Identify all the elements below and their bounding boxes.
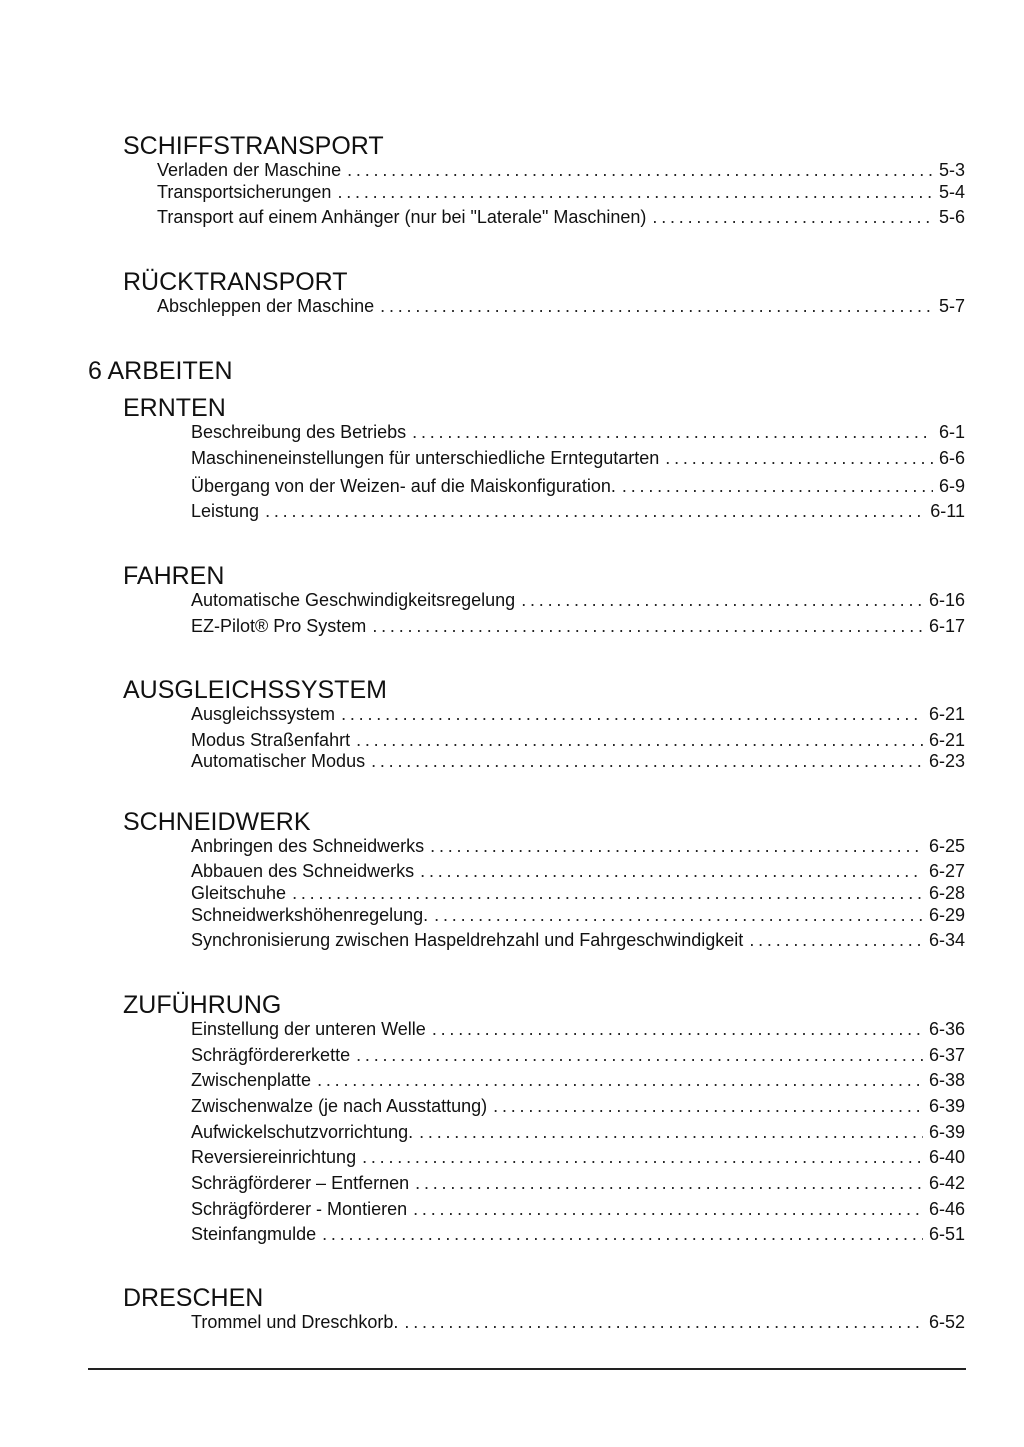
toc-entry[interactable]: [191, 615, 965, 637]
toc-entry-page: 6-36: [928, 1019, 965, 1039]
toc-entry-label: Automatische Geschwindigkeitsregelung: [191, 590, 516, 610]
toc-entry-page: 6-23: [928, 751, 965, 771]
toc-entry[interactable]: [191, 703, 965, 725]
toc-entry-label: Anbringen des Schneidwerks: [191, 836, 425, 856]
toc-entry-label: Trommel und Dreschkorb.: [191, 1312, 399, 1332]
toc-entry-label: Gleitschuhe: [191, 883, 287, 903]
dot-leader: [292, 882, 923, 904]
dot-leader: [404, 1311, 923, 1333]
dot-leader: [521, 589, 923, 611]
toc-entry-page: 6-29: [928, 905, 965, 925]
toc-entry-page: 6-11: [930, 501, 965, 521]
dot-leader: [341, 703, 923, 725]
toc-entry-page: 6-46: [928, 1199, 965, 1219]
toc-entry[interactable]: [191, 1172, 965, 1194]
section-title-dreschen: DRESCHEN: [123, 1284, 264, 1312]
toc-entry-page: 5-4: [938, 182, 965, 202]
toc-entry[interactable]: [191, 447, 965, 469]
toc-entry-page: 6-34: [928, 930, 965, 950]
toc-entry-page: 6-39: [928, 1096, 965, 1116]
dot-leader: [372, 615, 923, 637]
toc-entry[interactable]: [191, 589, 965, 611]
toc-entry[interactable]: [191, 1223, 965, 1245]
toc-entry-label: Abschleppen der Maschine: [157, 296, 375, 316]
toc-entry[interactable]: [157, 159, 965, 181]
toc-entry-page: 5-7: [938, 296, 965, 316]
toc-entry-page: 6-51: [928, 1224, 965, 1244]
toc-entry-page: 5-3: [938, 160, 965, 180]
toc-entry-page: 6-16: [928, 590, 965, 610]
toc-entry[interactable]: [191, 835, 965, 857]
toc-entry[interactable]: [191, 1121, 965, 1143]
toc-entry-label: Abbauen des Schneidwerks: [191, 861, 415, 881]
dot-leader: [415, 1172, 923, 1194]
toc-entry-label: Ausgleichssystem: [191, 704, 336, 724]
toc-entry[interactable]: [191, 904, 965, 926]
toc-entry[interactable]: [191, 1311, 965, 1333]
toc-entry-label: Zwischenplatte: [191, 1070, 312, 1090]
toc-entry-page: 6-38: [928, 1070, 965, 1090]
section-title-schiffstransport: SCHIFFSTRANSPORT: [123, 132, 384, 160]
toc-entry-label: Transportsicherungen: [157, 182, 332, 202]
toc-entry-page: 6-9: [938, 476, 965, 496]
toc-entry[interactable]: [191, 1146, 965, 1168]
toc-entry[interactable]: [191, 1069, 965, 1091]
toc-entry-label: Automatischer Modus: [191, 751, 366, 771]
toc-entry[interactable]: [191, 500, 965, 522]
toc-entry-label: Einstellung der unteren Welle: [191, 1019, 426, 1039]
toc-entry-page: 6-37: [928, 1045, 965, 1065]
dot-leader: [434, 904, 923, 926]
toc-entry-page: 6-40: [928, 1147, 965, 1167]
toc-entry-page: 6-42: [928, 1173, 965, 1193]
toc-entry-label: Übergang von der Weizen- auf die Maiskonfiguration.: [191, 476, 616, 496]
dot-leader: [356, 1044, 923, 1066]
toc-entry-page: 6-28: [928, 883, 965, 903]
dot-leader: [430, 835, 923, 857]
toc-entry-label: Zwischenwalze (je nach Ausstattung): [191, 1096, 488, 1116]
toc-entry[interactable]: [191, 475, 965, 497]
toc-entry-page: 5-6: [938, 207, 965, 227]
footer-divider: [88, 1368, 966, 1370]
toc-entry-label: Schneidwerkshöhenregelung.: [191, 905, 429, 925]
dot-leader: [493, 1095, 923, 1117]
toc-entry[interactable]: [191, 929, 965, 951]
toc-entry-label: Synchronisierung zwischen Haspeldrehzahl und Fahrgeschwindigkeit: [191, 930, 744, 950]
toc-entry-page: 6-6: [938, 448, 965, 468]
toc-entry[interactable]: [191, 860, 965, 882]
section-title-fahren: FAHREN: [123, 562, 225, 590]
toc-entry-label: Steinfangmulde: [191, 1224, 317, 1244]
toc-entry[interactable]: [191, 882, 965, 904]
dot-leader: [265, 500, 924, 522]
chapter-title: 6 ARBEITEN: [88, 357, 233, 385]
dot-leader: [371, 750, 923, 772]
dot-leader: [347, 159, 933, 181]
dot-leader: [749, 929, 923, 951]
toc-entry-page: 6-25: [928, 836, 965, 856]
toc-entry-page: 6-21: [928, 704, 965, 724]
toc-entry-label: Transport auf einem Anhänger (nur bei "Laterale" Maschinen): [157, 207, 647, 227]
section-title-schneidwerk: SCHNEIDWERK: [123, 808, 311, 836]
toc-entry-page: 6-39: [928, 1122, 965, 1142]
toc-entry[interactable]: [157, 206, 965, 228]
dot-leader: [317, 1069, 923, 1091]
toc-entry[interactable]: [191, 729, 965, 751]
section-title-ausgleichssystem: AUSGLEICHSSYSTEM: [123, 676, 387, 704]
toc-entry[interactable]: [191, 421, 965, 443]
section-title-ernten: ERNTEN: [123, 394, 226, 422]
toc-entry-page: 6-21: [928, 730, 965, 750]
toc-entry-label: Maschineneinstellungen für unterschiedliche Erntegutarten: [191, 448, 660, 468]
dot-leader: [419, 1121, 923, 1143]
toc-entry[interactable]: [191, 1018, 965, 1040]
toc-entry[interactable]: [157, 295, 965, 317]
toc-entry-page: 6-52: [928, 1312, 965, 1332]
toc-entry-label: Schrägförderer – Entfernen: [191, 1173, 410, 1193]
dot-leader: [413, 1198, 923, 1220]
dot-leader: [622, 475, 933, 497]
toc-entry[interactable]: [191, 1044, 965, 1066]
dot-leader: [652, 206, 933, 228]
toc-entry[interactable]: [191, 750, 965, 772]
toc-entry[interactable]: [157, 181, 965, 203]
section-title-zufuehrung: ZUFÜHRUNG: [123, 991, 282, 1019]
toc-entry-label: Schrägfördererkette: [191, 1045, 351, 1065]
dot-leader: [322, 1223, 923, 1245]
dot-leader: [412, 421, 933, 443]
dot-leader: [337, 181, 933, 203]
toc-entry-label: EZ-Pilot® Pro System: [191, 616, 367, 636]
toc-entry-label: Leistung: [191, 501, 260, 521]
dot-leader: [432, 1018, 923, 1040]
toc-entry-label: Modus Straßenfahrt: [191, 730, 351, 750]
toc-entry-page: 6-1: [938, 422, 965, 442]
toc-entry-label: Beschreibung des Betriebs: [191, 422, 407, 442]
toc-entry-page: 6-17: [928, 616, 965, 636]
toc-entry-label: Reversiereinrichtung: [191, 1147, 357, 1167]
dot-leader: [420, 860, 923, 882]
section-title-ruecktransport: RÜCKTRANSPORT: [123, 268, 348, 296]
toc-entry-label: Aufwickelschutzvorrichtung.: [191, 1122, 414, 1142]
dot-leader: [665, 447, 933, 469]
toc-entry[interactable]: [191, 1198, 965, 1220]
toc-entry-label: Verladen der Maschine: [157, 160, 342, 180]
dot-leader: [362, 1146, 923, 1168]
toc-entry-label: Schrägförderer - Montieren: [191, 1199, 408, 1219]
dot-leader: [380, 295, 933, 317]
dot-leader: [356, 729, 923, 751]
toc-entry-page: 6-27: [928, 861, 965, 881]
toc-entry[interactable]: [191, 1095, 965, 1117]
